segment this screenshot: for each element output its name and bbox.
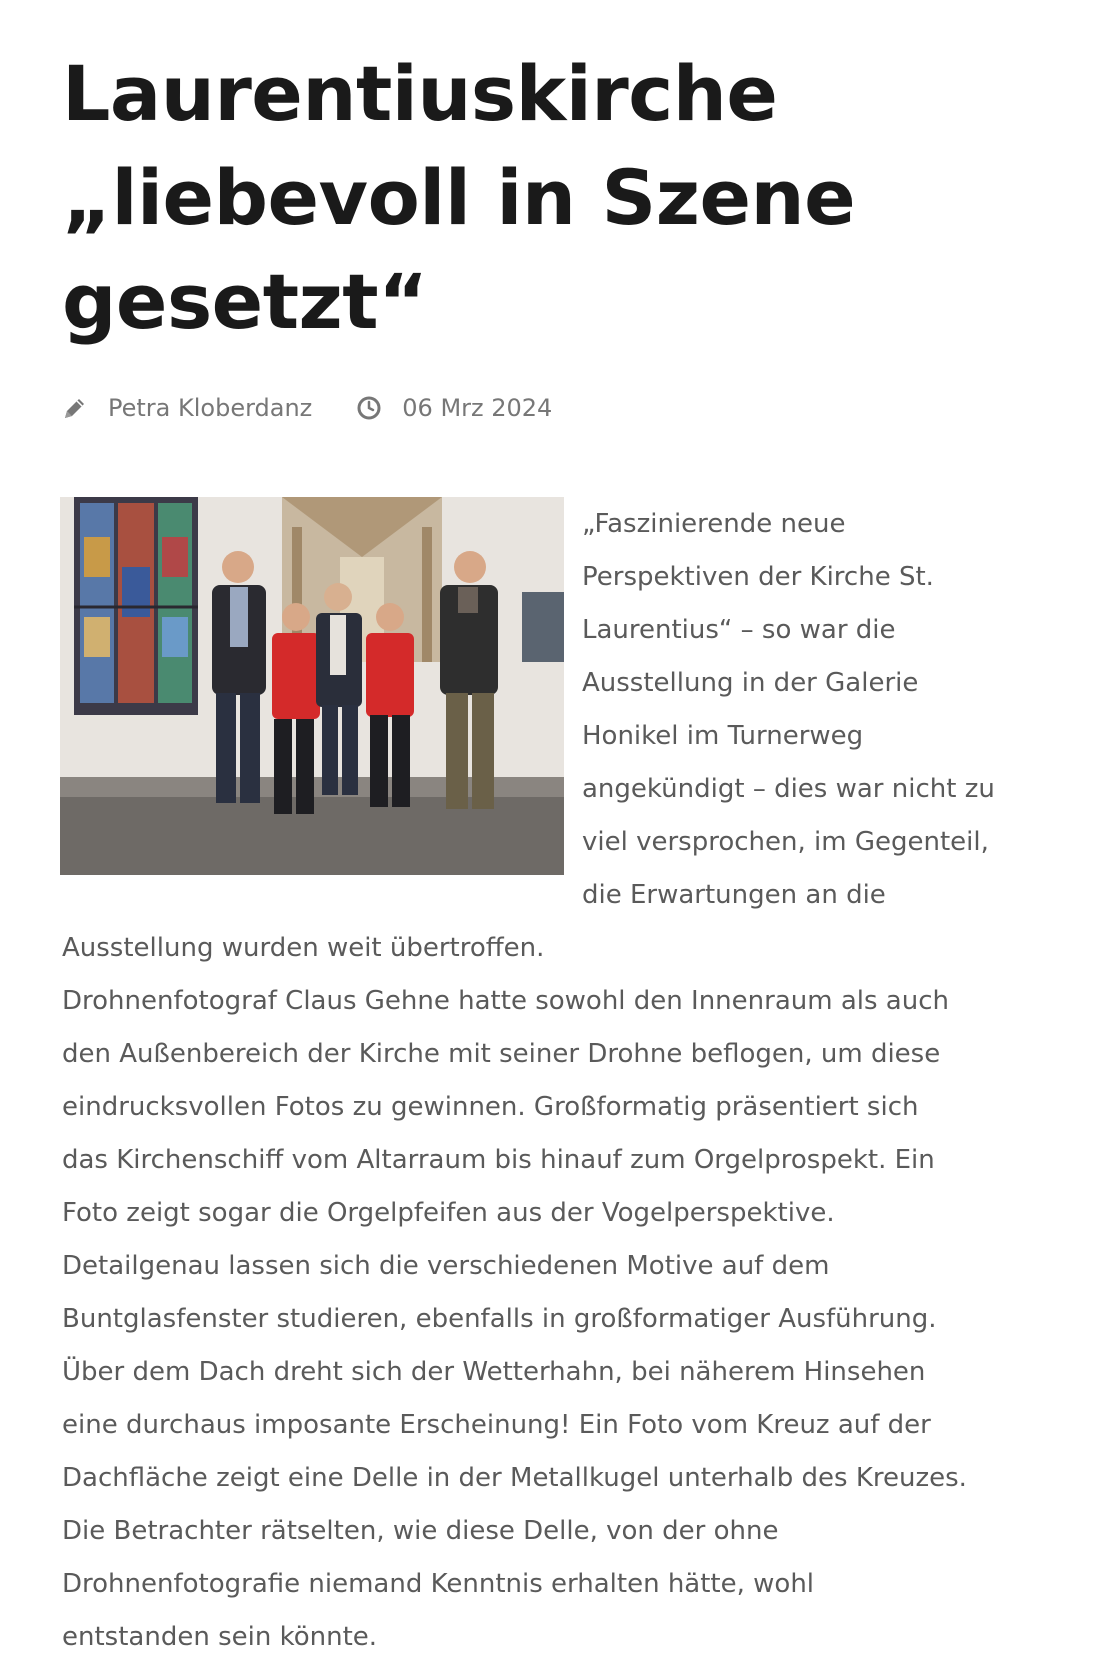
title-line: „liebevoll in Szene <box>62 153 856 242</box>
body-line: die Erwartungen an die <box>582 880 886 910</box>
author-name[interactable]: Petra Kloberdanz <box>108 394 313 422</box>
article-body <box>62 922 1082 1664</box>
article-intro <box>582 498 1082 922</box>
body-line: viel versprochen, im Gegenteil, <box>582 827 989 857</box>
clock-icon <box>356 395 382 421</box>
body-line: Laurentius“ – so war die <box>582 615 896 645</box>
body-line: eine durchaus imposante Erscheinung! Ein Foto vom Kreuz auf der <box>62 1410 931 1440</box>
body-line: Perspektiven der Kirche St. <box>582 562 934 592</box>
body-line: angekündigt – dies war nicht zu <box>582 774 995 804</box>
article-photo[interactable] <box>60 497 564 875</box>
body-line: Die Betrachter rätselten, wie diese Delle, von der ohne <box>62 1516 779 1546</box>
body-line: das Kirchenschiff vom Altarraum bis hinauf zum Orgelprospekt. Ein <box>62 1145 935 1175</box>
article-meta <box>62 388 552 428</box>
title-line: Laurentiuskirche <box>62 49 778 138</box>
pencil-icon <box>62 395 88 421</box>
body-line: Ausstellung wurden weit übertroffen. <box>62 933 545 963</box>
article-title <box>62 42 1022 354</box>
body-line: Detailgenau lassen sich die verschiedenen Motive auf dem <box>62 1251 830 1281</box>
title-line: gesetzt“ <box>62 257 428 346</box>
publish-date: 06 Mrz 2024 <box>402 394 553 422</box>
body-line: Drohnenfotografie niemand Kenntnis erhalten hätte, wohl <box>62 1569 815 1599</box>
body-line: Honikel im Turnerweg <box>582 721 864 751</box>
body-line: den Außenbereich der Kirche mit seiner Drohne beflogen, um diese <box>62 1039 941 1069</box>
body-line: eindrucksvollen Fotos zu gewinnen. Großformatig präsentiert sich <box>62 1092 919 1122</box>
body-line: Ausstellung in der Galerie <box>582 668 919 698</box>
body-line: „Faszinierende neue <box>582 509 846 539</box>
body-line: Dachfläche zeigt eine Delle in der Metallkugel unterhalb des Kreuzes. <box>62 1463 967 1493</box>
body-line: Über dem Dach dreht sich der Wetterhahn, bei näherem Hinsehen <box>62 1357 926 1387</box>
body-line: Drohnenfotograf Claus Gehne hatte sowohl den Innenraum als auch <box>62 986 949 1016</box>
body-line: Buntglasfenster studieren, ebenfalls in großformatiger Ausführung. <box>62 1304 937 1334</box>
body-line: entstanden sein könnte. <box>62 1622 378 1652</box>
body-line: Foto zeigt sogar die Orgelpfeifen aus der Vogelperspektive. <box>62 1198 835 1228</box>
